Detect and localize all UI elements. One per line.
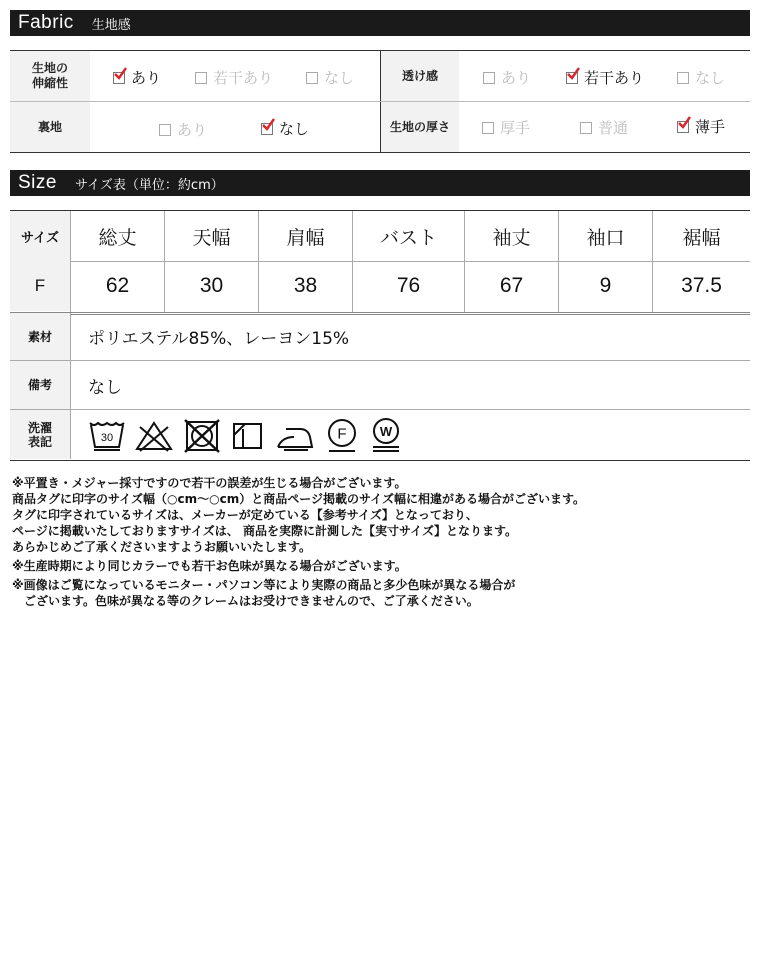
note-line: ※画像はご覧になっているモニター・パソコン等により実際の商品と多少色味が異なる場合が [12, 578, 516, 592]
checkbox-checked-icon [566, 72, 578, 84]
thickness-option-normal: 普通 [580, 117, 628, 138]
size-value-cell: 76 [396, 274, 421, 297]
fabric-header-bar [10, 10, 750, 36]
material-label: 素材 [10, 313, 71, 360]
fabric-header-ja: 生地感 [91, 17, 131, 33]
checkbox-empty-icon [677, 72, 689, 84]
size-header-bar [10, 170, 750, 196]
thickness-label [381, 102, 459, 152]
size-header-cell: 肩幅 [286, 226, 325, 249]
size-header-cell: 裾幅 [682, 226, 721, 249]
note-line: ございます。色味が異なる等のクレームはお受けできませんので、ご了承ください。 [12, 594, 479, 608]
sheer-label [381, 51, 459, 101]
wash-temp: 30 [100, 431, 114, 444]
care-label [10, 410, 71, 459]
material-value: ポリエステル85%、レーヨン15% [88, 329, 350, 349]
checkbox-empty-icon [195, 72, 207, 84]
size-header-cell: 袖丈 [492, 226, 531, 249]
stretch-label-text: 生地の 伸縮性 [31, 61, 68, 90]
checkbox-empty-icon [482, 122, 494, 134]
no-tumble-dry-icon [182, 417, 222, 453]
material-row [10, 313, 750, 361]
fabric-header-en: Fabric [18, 12, 74, 33]
sheer-label-text: 透け感 [401, 68, 438, 83]
care-row [10, 410, 750, 459]
wash-30-icon [88, 417, 126, 453]
size-value-cell: 38 [293, 274, 318, 297]
fabric-row-2 [10, 102, 750, 152]
note-line: ※生産時期により同じカラーでも若干お色味が異なる場合がございます。 [12, 559, 407, 573]
sheer-option-no: なし [677, 67, 725, 88]
checkbox-empty-icon [159, 124, 171, 136]
size-table [10, 210, 750, 315]
note-line: ※平置き・メジャー採寸ですので若干の誤差が生じる場合がございます。 [12, 476, 407, 490]
lining-option-no: なし [261, 118, 309, 139]
size-value-cell: 37.5 [681, 274, 722, 297]
stretch-label [10, 51, 90, 101]
wet-clean-w-icon [368, 417, 404, 453]
remarks-label: 備考 [10, 361, 71, 409]
dry-clean-f-icon [324, 417, 360, 453]
size-header-cell: バスト [379, 226, 437, 249]
remarks-row [10, 361, 750, 410]
size-value-cell: 9 [599, 274, 612, 297]
fabric-table [10, 50, 750, 153]
care-icons [88, 410, 404, 459]
lining-option-yes: あり [159, 119, 207, 140]
iron-low-icon [274, 417, 316, 453]
info-table [10, 313, 750, 461]
thickness-label-text: 生地の厚さ [389, 119, 450, 134]
note-line: 商品タグに印字のサイズ幅（○cm～○cm）と商品ページ掲載のサイズ幅に相違がある場合がございます。 [12, 492, 586, 506]
size-header-cell: 天幅 [192, 226, 231, 249]
remarks-value: なし [88, 377, 122, 398]
stretch-option-no: なし [306, 67, 354, 88]
size-value-cell: 62 [105, 274, 130, 297]
checkbox-empty-icon [306, 72, 318, 84]
stretch-option-slight: 若干あり [195, 67, 273, 88]
size-header-en: Size [18, 172, 57, 193]
fabric-row-1 [10, 51, 750, 101]
line-dry-shade-icon [230, 417, 266, 453]
note-line: あらかじめご了承くださいますようお願いいたします。 [12, 540, 312, 554]
dry-clean-letter: F [337, 425, 347, 442]
size-header-cell: 総丈 [98, 226, 137, 249]
checkbox-empty-icon [580, 122, 592, 134]
notes [12, 475, 585, 609]
thickness-option-thin: 薄手 [677, 116, 725, 137]
wet-clean-letter: W [379, 423, 393, 439]
checkbox-checked-icon [677, 121, 689, 133]
stretch-option-yes: あり [113, 67, 161, 88]
size-header-cell: 袖口 [586, 226, 625, 249]
size-header-cell: サイズ [10, 211, 70, 261]
care-label-text: 洗濯 表記 [27, 420, 52, 449]
size-value-cell: F [10, 261, 70, 311]
size-value-cell: 30 [199, 274, 224, 297]
no-bleach-icon [134, 417, 174, 453]
note-line: タグに印字されているサイズは、メーカーが定めている【参考サイズ】となっており、 [12, 508, 478, 522]
checkbox-checked-icon [113, 72, 125, 84]
size-value-cell: 67 [499, 274, 524, 297]
size-header-ja: サイズ表（単位：約cm） [74, 177, 224, 193]
thickness-option-thick: 厚手 [482, 117, 530, 138]
lining-label [10, 102, 90, 152]
sheer-option-slight: 若干あり [566, 67, 644, 88]
sheer-option-yes: あり [483, 67, 531, 88]
lining-label-text: 裏地 [37, 119, 62, 134]
checkbox-checked-icon [261, 123, 273, 135]
checkbox-empty-icon [483, 72, 495, 84]
note-line: ページに掲載いたしておりますサイズは、 商品を実際に計測した【実寸サイズ】となります。 [12, 524, 518, 538]
